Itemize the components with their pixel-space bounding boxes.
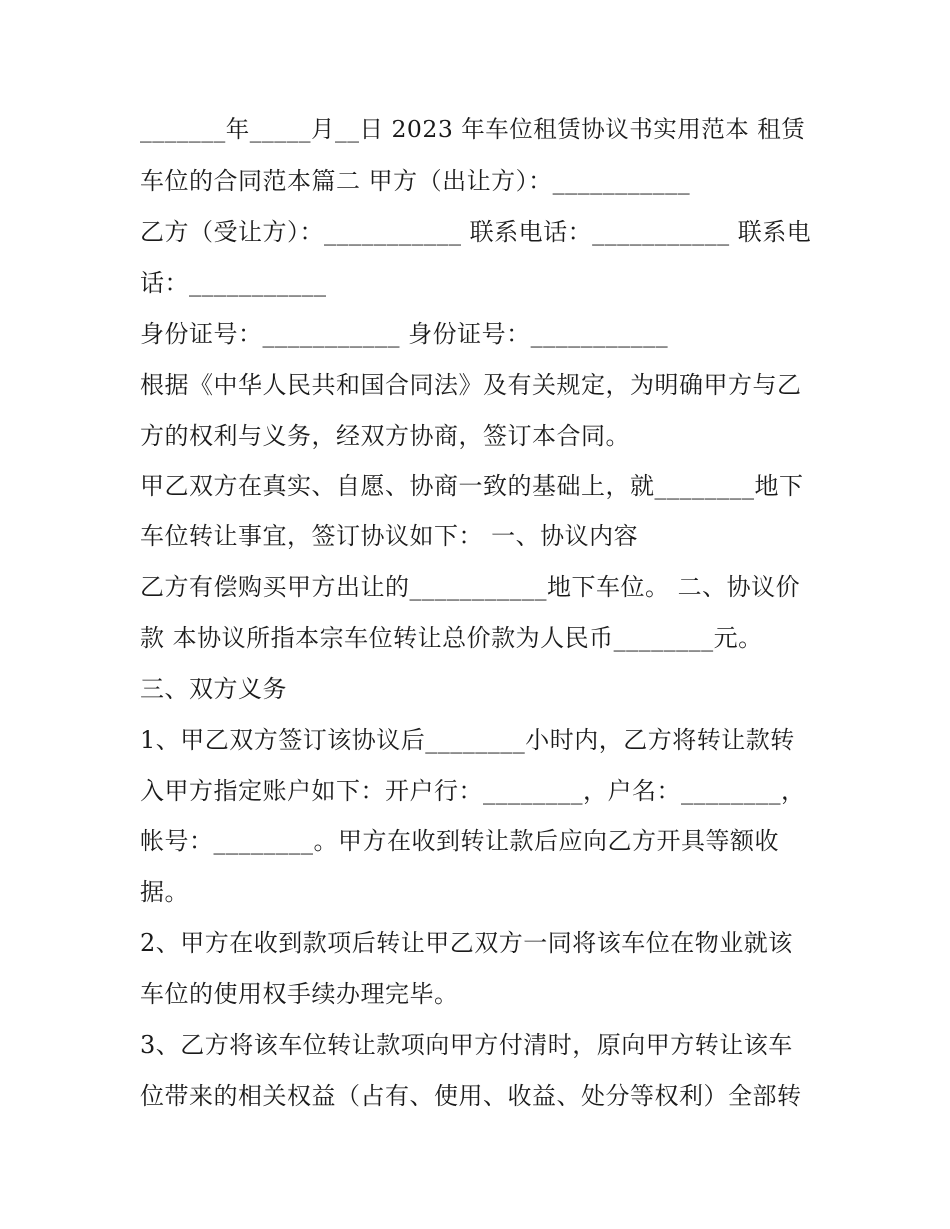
text-line: 入甲方指定账户如下：开户行：________，户名：________， (140, 777, 806, 805)
text-line: 根据《中华人民共和国合同法》及有关规定，为明确甲方与乙 (140, 371, 802, 399)
text-line: 乙方有偿购买甲方出让的___________地下车位。 二、协议价 (140, 573, 801, 601)
text-line: 甲乙双方在真实、自愿、协商一致的基础上，就________地下 (140, 472, 804, 500)
text-line: 款 本协议所指本宗车位转让总价款为人民币________元。 (140, 624, 763, 652)
text-line: 车位的使用权手续办理完毕。 (140, 980, 459, 1008)
text-line: 1、甲乙双方签订该协议后________小时内，乙方将转让款转 (140, 726, 795, 754)
text-line: _______年_____月__日 2023 年车位租赁协议书实用范本 租赁 (140, 115, 806, 143)
text-line: 话：___________ (140, 269, 327, 297)
text-line: 帐号：________。甲方在收到转让款后应向乙方开具等额收 (140, 827, 779, 855)
text-line: 身份证号：___________ 身份证号：___________ (140, 320, 669, 348)
text-line: 3、乙方将该车位转让款项向甲方付清时，原向甲方转让该车 (140, 1031, 793, 1059)
text-line: 据。 (140, 878, 189, 906)
text-line: 三、双方义务 (140, 675, 287, 703)
text-line: 车位转让事宜，签订协议如下： 一、协议内容 (140, 522, 639, 550)
text-line: 车位的合同范本篇二 甲方（出让方）：___________ (140, 167, 691, 195)
text-line: 2、甲方在收到款项后转让甲乙双方一同将该车位在物业就该 (140, 929, 793, 957)
text-line: 方的权利与义务，经双方协商，签订本合同。 (140, 422, 630, 450)
text-line: 位带来的相关权益（占有、使用、收益、处分等权利）全部转 (140, 1082, 802, 1110)
text-line: 乙方（受让方）：___________ 联系电话：___________ 联系电 (140, 218, 812, 246)
